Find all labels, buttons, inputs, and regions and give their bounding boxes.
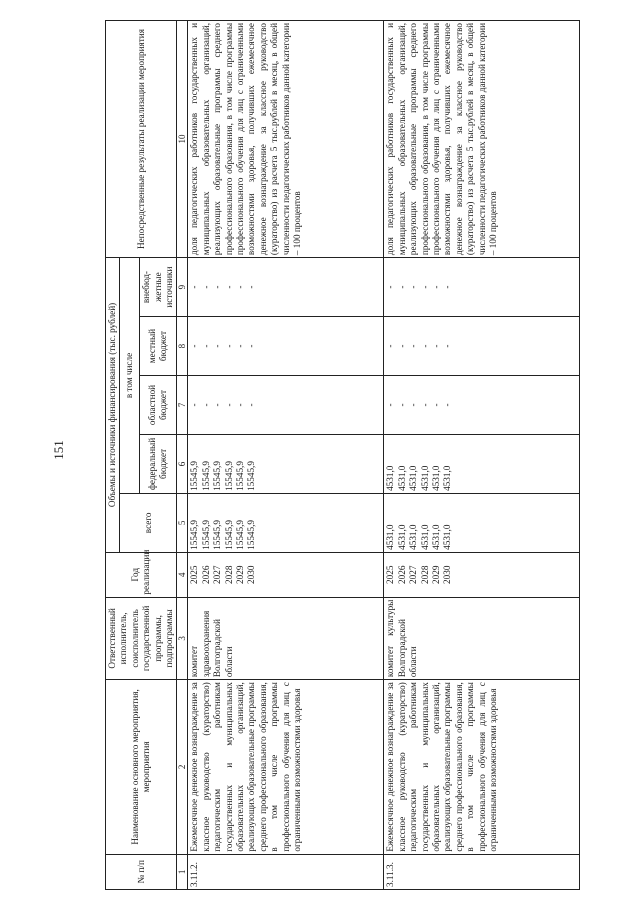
year-value: 2030 <box>442 565 453 584</box>
year-value: 2025 <box>385 565 396 584</box>
offbudget-value: - <box>200 285 211 289</box>
regional-cell <box>384 376 580 435</box>
local-value: - <box>442 344 453 348</box>
page-number: 151 <box>51 440 66 460</box>
col-number: 8 <box>177 317 188 376</box>
header-total: всего <box>120 493 177 552</box>
header-results: Непосредственные результаты реализации мероприятия <box>106 21 177 258</box>
federal-cell <box>384 434 580 493</box>
federal-value: 4531,0 <box>385 465 396 491</box>
local-cell <box>384 317 580 376</box>
total-cell <box>188 493 384 552</box>
year-value: 2029 <box>431 565 441 584</box>
col-number: 3 <box>177 597 188 680</box>
offbudget-value: - <box>385 285 396 289</box>
result-text: доля педагогических работников государственных и муниципальных образовательных организаций, реализующих образовательные программы среднего профессионального образования, в том числе программы профессионального обучения для лиц с ограниченными возможностями здоровья, получивших ежемесячное денежное вознаграждение за классное руководство (кураторство) из расчета 5 тыс.рублей в месяц, в общей численности педагогических работников данной категории – 100 процентов <box>188 21 384 258</box>
result-text: доля педагогических работников государственных и муниципальных образовательных организаций, реализующих образовательные программы среднего профессионального образования, в том числе программы профессионального обучения для лиц с ограниченными возможностями здоровья, получивших ежемесячное денежное вознаграждение за классное руководство (кураторство) из расчета 5 тыс.рублей в месяц, в общей численности педагогических работников данной категории – 100 процентов <box>384 21 580 258</box>
regional-value: - <box>223 403 234 407</box>
federal-value: 15545,9 <box>246 461 257 491</box>
regional-value: - <box>200 403 211 407</box>
total-value: 4531,0 <box>385 524 396 550</box>
header-offbudget: внебюд-жетные источники <box>140 258 177 317</box>
total-value: 15545,9 <box>200 519 211 550</box>
year-value: 2026 <box>396 565 407 584</box>
local-value: - <box>200 344 211 348</box>
offbudget-value: - <box>223 285 234 289</box>
total-value: 15545,9 <box>189 519 200 550</box>
offbudget-cell <box>384 258 580 317</box>
local-value: - <box>189 344 200 348</box>
federal-value: 15545,9 <box>189 461 200 491</box>
regional-value: - <box>246 403 257 407</box>
row-number: 3.11.3. <box>384 854 580 889</box>
total-value: 4531,0 <box>442 524 453 550</box>
federal-value: 4531,0 <box>396 465 407 491</box>
regional-value: - <box>235 403 245 407</box>
local-value: - <box>212 344 223 348</box>
total-value: 15545,9 <box>246 519 257 550</box>
federal-value: 4531,0 <box>442 465 453 491</box>
year-value: 2025 <box>189 565 200 584</box>
local-value: - <box>408 344 419 348</box>
col-number: 2 <box>177 680 188 854</box>
federal-value: 4531,0 <box>431 465 441 491</box>
regional-value: - <box>212 403 223 407</box>
local-value: - <box>419 344 430 348</box>
offbudget-value: - <box>431 285 441 289</box>
col-number: 10 <box>177 21 188 258</box>
local-value: - <box>246 344 257 348</box>
local-cell <box>188 317 384 376</box>
federal-value: 4531,0 <box>408 465 419 491</box>
total-value: 15545,9 <box>235 519 245 550</box>
local-value: - <box>431 344 441 348</box>
header-incl: в том числе <box>120 258 140 494</box>
offbudget-value: - <box>246 285 257 289</box>
federal-value: 15545,9 <box>212 461 223 491</box>
rotated-table-sheet <box>105 20 640 890</box>
federal-cell <box>188 434 384 493</box>
federal-value: 15545,9 <box>223 461 234 491</box>
regional-value: - <box>189 403 200 407</box>
table-row <box>384 21 580 890</box>
offbudget-value: - <box>442 285 453 289</box>
regional-cell <box>188 376 384 435</box>
regional-value: - <box>396 403 407 407</box>
offbudget-value: - <box>212 285 223 289</box>
header-responsible: Ответственный исполнитель, соисполнитель государственной программы, подпрограммы <box>106 597 177 680</box>
col-number: 1 <box>177 854 188 889</box>
offbudget-value: - <box>419 285 430 289</box>
column-number-row <box>177 21 188 890</box>
federal-value: 15545,9 <box>200 461 211 491</box>
year-value: 2030 <box>246 565 257 584</box>
measure-name: Ежемесячное денежное вознаграждение за классное руководство (кураторство) педагогическим работникам государственных и муниципальных образовательных организаций, реализующих образовательные программы среднего профессионального образования, в том числе программы профессионального обучения для лиц с ограниченными возможностями здоровья <box>384 680 580 854</box>
local-value: - <box>235 344 245 348</box>
local-value: - <box>385 344 396 348</box>
measure-name: Ежемесячное денежное вознаграждение за классное руководство (кураторство) педагогическим работникам государственных и муниципальных образовательных организаций, реализующих образовательные программы среднего профессионального образования, в том числе программы профессионального обучения для лиц с ограниченными возможностями здоровья <box>188 680 384 854</box>
total-cell <box>384 493 580 552</box>
regional-value: - <box>408 403 419 407</box>
table-row <box>188 21 384 890</box>
total-value: 4531,0 <box>419 524 430 550</box>
header-local: местный бюджет <box>140 317 177 376</box>
federal-value: 4531,0 <box>419 465 430 491</box>
total-value: 15545,9 <box>223 519 234 550</box>
col-number: 7 <box>177 376 188 435</box>
total-value: 4531,0 <box>431 524 441 550</box>
responsible-executor: комитет культуры Волгоградской области <box>384 597 580 680</box>
offbudget-value: - <box>408 285 419 289</box>
total-value: 4531,0 <box>408 524 419 550</box>
col-number: 4 <box>177 552 188 597</box>
local-value: - <box>223 344 234 348</box>
offbudget-value: - <box>235 285 245 289</box>
program-table <box>105 20 580 890</box>
header-federal: федеральный бюджет <box>140 434 177 493</box>
responsible-executor: комитет здравоохранения Волгоградской области <box>188 597 384 680</box>
year-value: 2029 <box>235 565 245 584</box>
years-cell <box>188 552 384 597</box>
regional-value: - <box>419 403 430 407</box>
offbudget-cell <box>188 258 384 317</box>
regional-value: - <box>385 403 396 407</box>
row-number: 3.11.2. <box>188 854 384 889</box>
year-value: 2028 <box>419 565 430 584</box>
header-year: Год реализации <box>106 552 177 597</box>
year-value: 2026 <box>200 565 211 584</box>
total-value: 15545,9 <box>212 519 223 550</box>
regional-value: - <box>442 403 453 407</box>
col-number: 5 <box>177 493 188 552</box>
federal-value: 15545,9 <box>235 461 245 491</box>
header-funding: Объемы и источники финансирования (тыс. рублей) <box>106 258 120 553</box>
header-name: Наименование основного мероприятия, мероприятия <box>106 680 177 854</box>
col-number: 6 <box>177 434 188 493</box>
year-value: 2027 <box>212 565 223 584</box>
header-no: № п/п <box>106 854 177 889</box>
col-number: 9 <box>177 258 188 317</box>
total-value: 4531,0 <box>396 524 407 550</box>
local-value: - <box>396 344 407 348</box>
years-cell <box>384 552 580 597</box>
year-value: 2028 <box>223 565 234 584</box>
year-value: 2027 <box>408 565 419 584</box>
regional-value: - <box>431 403 441 407</box>
offbudget-value: - <box>396 285 407 289</box>
header-regional: областной бюджет <box>140 376 177 435</box>
offbudget-value: - <box>189 285 200 289</box>
